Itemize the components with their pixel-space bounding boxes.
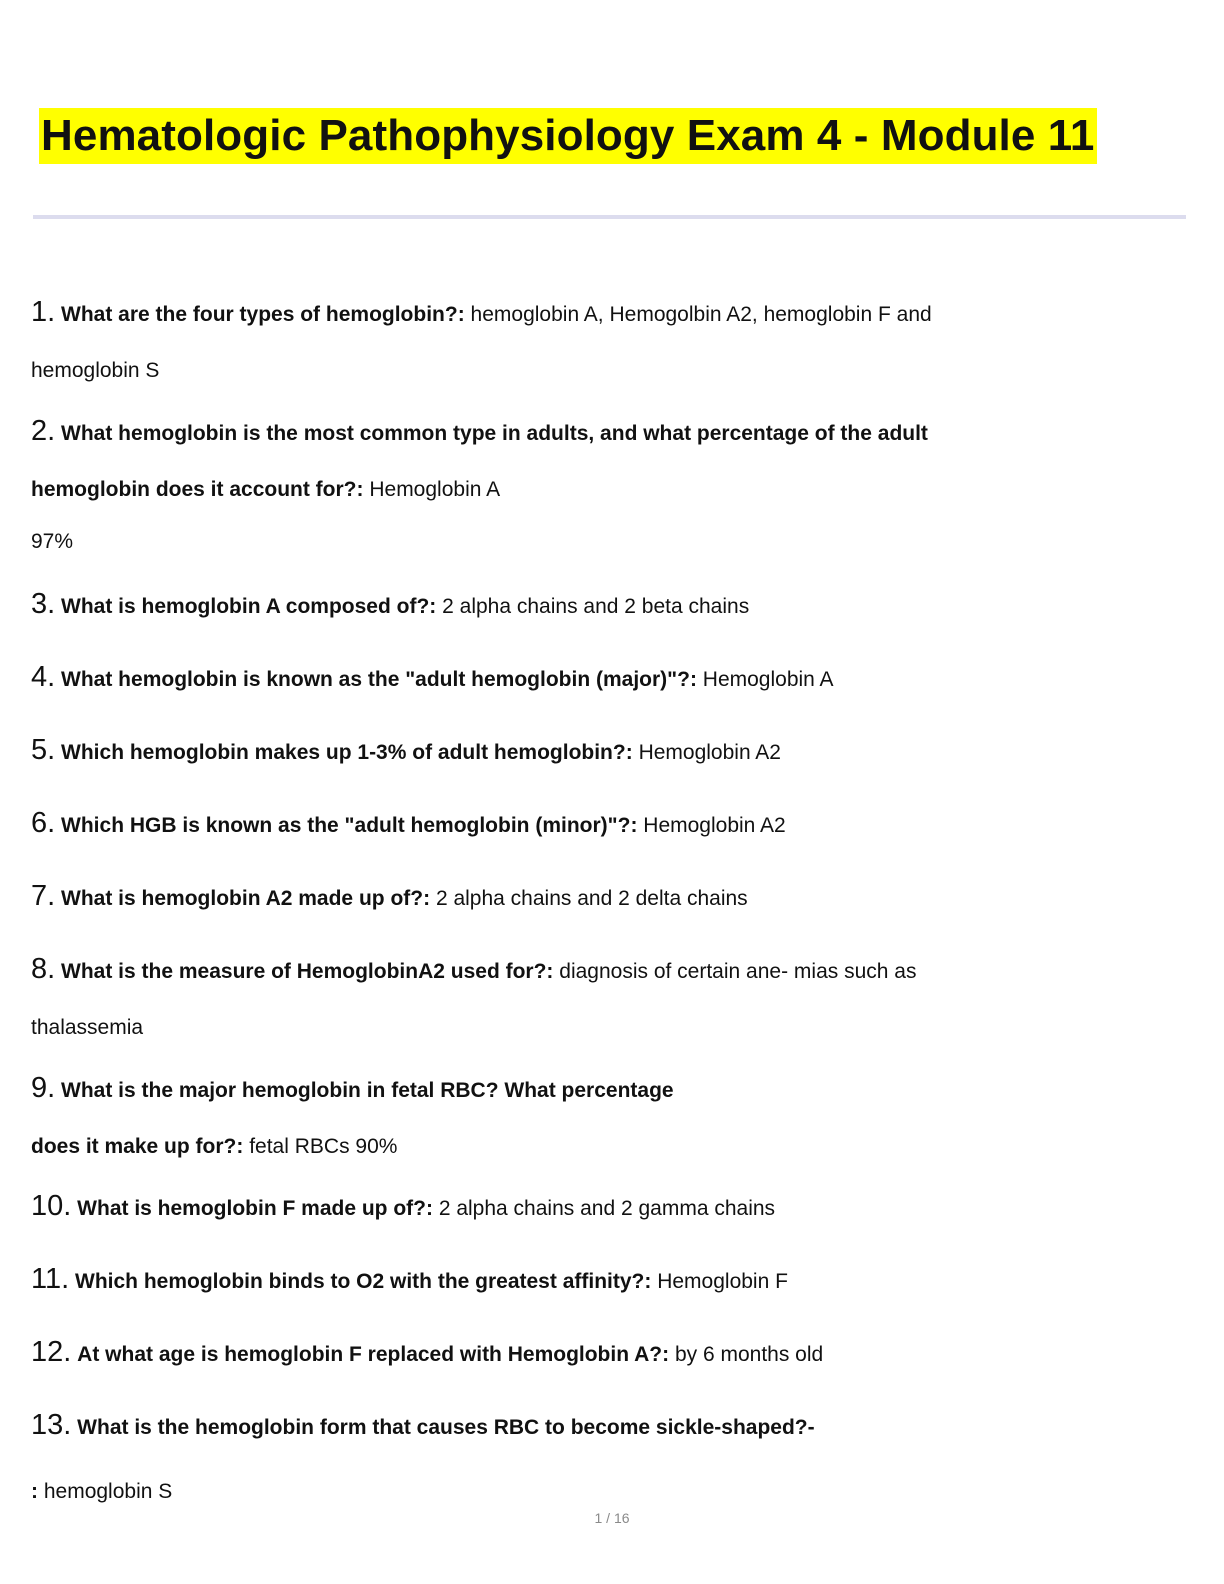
question-text: What is hemoglobin A composed of?: xyxy=(61,595,437,618)
answer-text: 2 alpha chains and 2 beta chains xyxy=(442,595,750,618)
question-number: 8. xyxy=(31,953,56,985)
question-number: 10. xyxy=(31,1190,72,1222)
question-text: Which hemoglobin binds to O2 with the greatest affinity?: xyxy=(75,1270,652,1293)
answer-text: fetal RBCs 90% xyxy=(249,1135,398,1158)
answer-text-continued: 97% xyxy=(31,530,74,553)
question-text: What is hemoglobin F made up of?: xyxy=(77,1197,433,1220)
question-number: 1. xyxy=(31,296,56,328)
answer-text-continued: thalassemia xyxy=(31,1016,144,1039)
answer-text: hemoglobin A, Hemogolbin A2, hemoglobin F and xyxy=(470,303,932,326)
question-number: 2. xyxy=(31,415,56,447)
question-item xyxy=(31,576,1131,635)
answer-text: by 6 months old xyxy=(674,1343,824,1366)
question-text: What hemoglobin is the most common type in adults, and what percentage of the adult xyxy=(61,422,928,445)
question-item xyxy=(31,1251,1131,1310)
question-text: What are the four types of hemoglobin?: xyxy=(61,303,465,326)
question-text: Which HGB is known as the "adult hemoglobin (minor)"?: xyxy=(61,814,638,837)
question-item xyxy=(31,868,1131,927)
question-number: 13. xyxy=(31,1409,72,1441)
title-divider xyxy=(33,215,1186,219)
question-text: What hemoglobin is known as the "adult hemoglobin (major)"?: xyxy=(61,668,697,691)
answer-extra-line xyxy=(31,527,1131,557)
question-item xyxy=(31,403,1131,518)
question-text: At what age is hemoglobin F replaced with Hemoglobin A?: xyxy=(77,1343,670,1366)
answer-text: 2 alpha chains and 2 gamma chains xyxy=(438,1197,776,1220)
answer-text: Hemoglobin A2 xyxy=(638,741,781,764)
answer-text: diagnosis of certain ane- mias such as xyxy=(559,960,917,983)
title-container xyxy=(39,108,1097,164)
question-item xyxy=(31,795,1131,854)
question-number: 4. xyxy=(31,661,56,693)
question-number: 3. xyxy=(31,588,56,620)
question-number: 7. xyxy=(31,880,56,912)
question-item xyxy=(31,1324,1131,1383)
question-text: What is the measure of HemoglobinA2 used for?: xyxy=(61,960,554,983)
question-number: 9. xyxy=(31,1072,56,1104)
question-item xyxy=(31,1178,1131,1237)
question-number: 11. xyxy=(31,1263,70,1295)
question-item xyxy=(31,722,1131,781)
question-text: What is the hemoglobin form that causes RBC to become sickle-shaped?- xyxy=(77,1416,815,1439)
page-number: 1 / 16 xyxy=(594,1510,630,1526)
answer-text: Hemoglobin A2 xyxy=(643,814,786,837)
question-text: Which hemoglobin makes up 1-3% of adult hemoglobin?: xyxy=(61,741,633,764)
answer-text: Hemoglobin A xyxy=(702,668,834,691)
answer-text: 2 alpha chains and 2 delta chains xyxy=(435,887,748,910)
answer-text: Hemoglobin F xyxy=(657,1270,788,1293)
question-number: 12. xyxy=(31,1336,72,1368)
question-item xyxy=(31,284,1131,399)
question-text: What is hemoglobin A2 made up of?: xyxy=(61,887,431,910)
question-text-continued: hemoglobin does it account for?: xyxy=(31,478,364,501)
question-number: 6. xyxy=(31,807,56,839)
document-title: Hematologic Pathophysiology Exam 4 - Module 11 xyxy=(39,108,1097,164)
question-number: 5. xyxy=(31,734,56,766)
answer-text: Hemoglobin A xyxy=(369,478,501,501)
answer-text: hemoglobin S xyxy=(43,1480,173,1503)
question-item xyxy=(31,649,1131,708)
question-item xyxy=(31,1060,1131,1175)
question-text-continued: does it make up for?: xyxy=(31,1135,244,1158)
question-item xyxy=(31,941,1131,1056)
question-text-continued: : xyxy=(31,1480,38,1503)
question-text: What is the major hemoglobin in fetal RBC? What percentage xyxy=(61,1079,674,1102)
question-item xyxy=(31,1397,1131,1456)
answer-text-continued: hemoglobin S xyxy=(31,359,160,382)
